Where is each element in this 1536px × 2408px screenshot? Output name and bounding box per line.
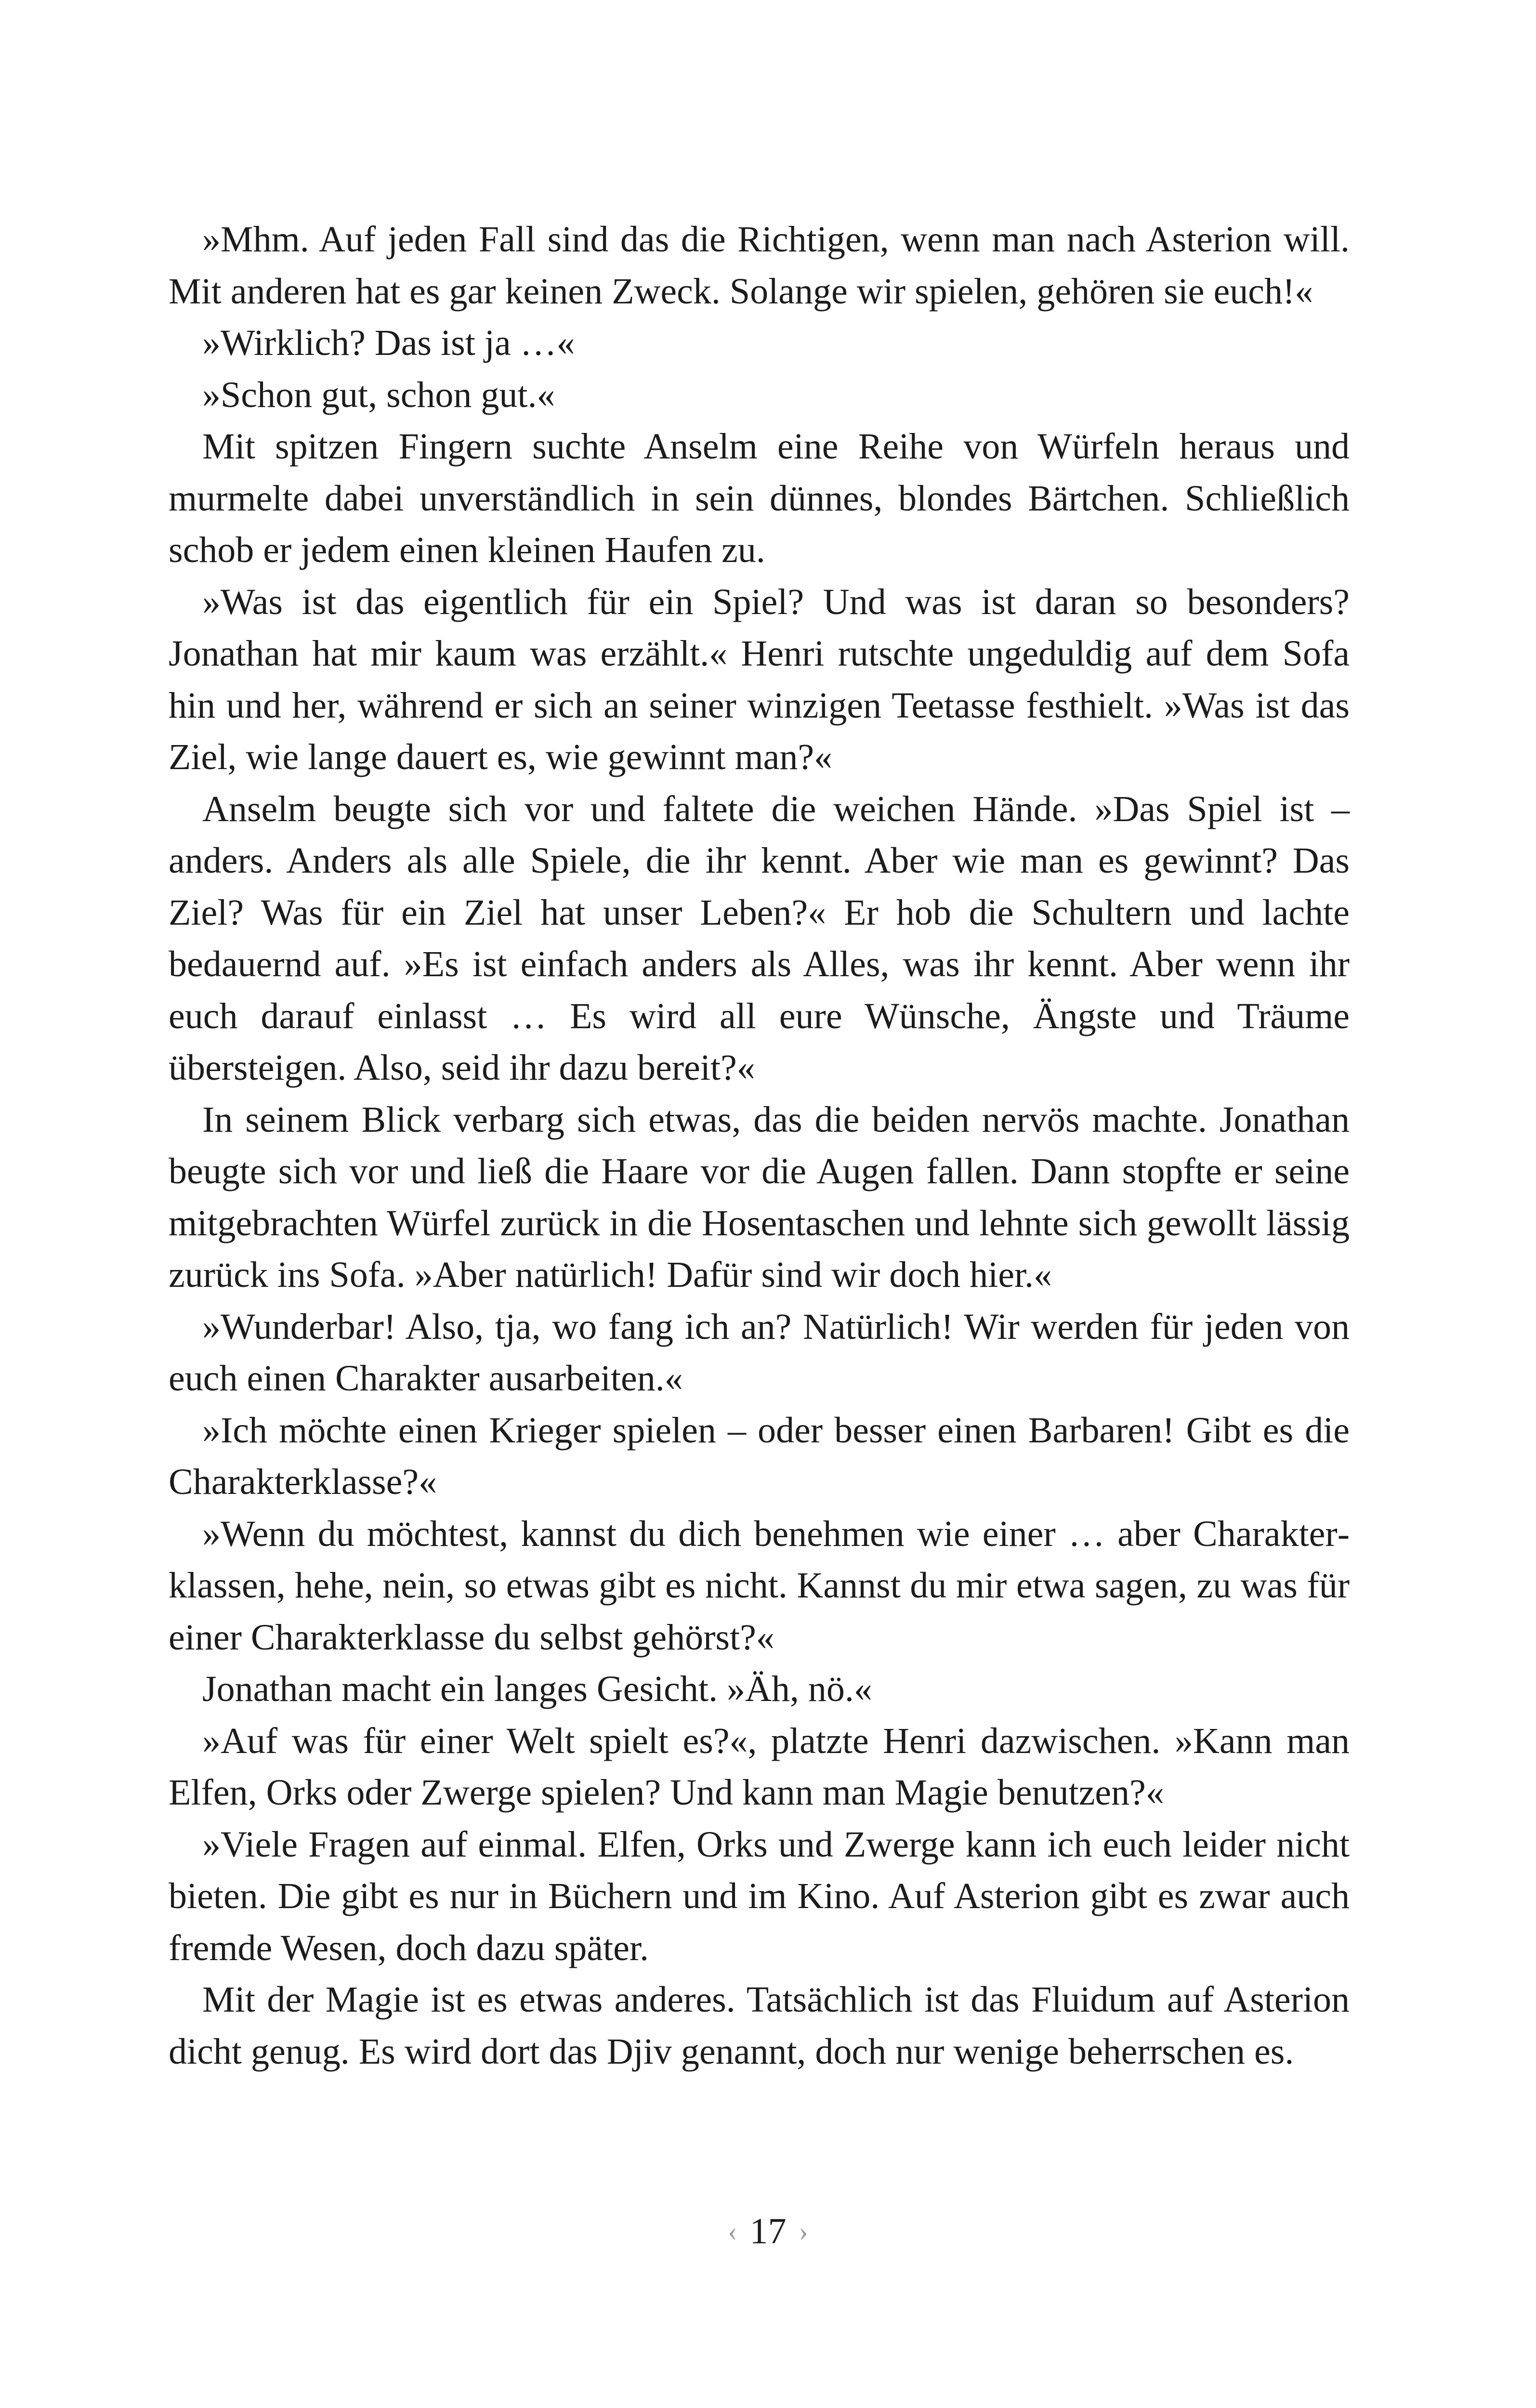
paragraph: »Auf was für einer Welt spielt es?«, platzte Henri dazwischen. »Kann man Elfen, Orks oder Zwerge spielen? Und kann man Magie benutzen?« (169, 1720, 1350, 1813)
page-body (169, 214, 1350, 2078)
page-number: 17 (749, 2211, 787, 2251)
folio-left-ornament: ‹ (728, 2215, 737, 2247)
paragraph: Mit spitzen Fingern suchte Anselm eine Reihe von Würfeln heraus und murmelte dabei unverständlich in sein dünnes, blondes Bärtchen. Schließlich schob er jedem einen kleinen Haufen zu. (169, 426, 1350, 570)
paragraph: »Was ist das eigentlich für ein Spiel? Und was ist daran so besonders? Jonathan hat mir kaum was erzählt.« Henri rutschte ungeduldig auf dem Sofa hin und her, während er sich an seiner winzigen Teetasse festhielt. »Was ist das Ziel, wie lange dauert es, wie gewinnt man?« (169, 581, 1350, 777)
paragraph: Jonathan macht ein langes Gesicht. »Äh, nö.« (202, 1669, 872, 1709)
paragraph: »Wunderbar! Also, tja, wo fang ich an? Natürlich! Wir werden für jeden von euch einen Charakter ausarbeiten.« (169, 1306, 1350, 1399)
paragraph: Mit der Magie ist es etwas anderes. Tatsächlich ist das Fluidum auf Asterion dicht genug. Es wird dort das Djiv genannt, doch nur wenige beherrschen es. (169, 1979, 1350, 2072)
paragraph: Anselm beugte sich vor und faltete die weichen Hände. »Das Spiel ist – anders. Anders als alle Spiele, die ihr kennt. Aber wie man es gewinnt? Das Ziel? Was für ein Ziel hat unser Leben?« Er hob die Schultern und lachte bedauernd auf. »Es ist einfach anders als Alles, was ihr kennt. Aber wenn ihr euch darauf einlasst … Es wird all eure Wünsche, Ängste und Träume übersteigen. Also, seid ihr dazu bereit?« (169, 788, 1350, 1088)
paragraph: »Schon gut, schon gut.« (202, 374, 555, 415)
folio-right-ornament: › (799, 2215, 808, 2247)
paragraph: »Ich möchte einen Krieger spielen – oder besser einen Barbaren! Gibt es die Charakterklasse?« (169, 1410, 1350, 1502)
paragraph: »Viele Fragen auf einmal. Elfen, Orks und Zwerge kann ich euch leider nicht bieten. Die gibt es nur in Büchern und im Kino. Auf Asterion gibt es zwar auch fremde Wesen, doch dazu später. (169, 1824, 1350, 1968)
paragraph: »Mhm. Auf jeden Fall sind das die Richtigen, wenn man nach Asterion will. Mit anderen hat es gar keinen Zweck. Solange wir spielen, gehören sie euch!« (169, 219, 1350, 312)
paragraph: »Wirklich? Das ist ja …« (202, 323, 575, 363)
page-footer (0, 2211, 1536, 2252)
paragraph: »Wenn du möchtest, kannst du dich benehmen wie einer … aber Charakterklassen, hehe, nein, so etwas gibt es nicht. Kannst du mir etwa sagen, zu was für einer Charakterklasse du selbst gehörst?« (169, 1513, 1350, 1658)
paragraph: In seinem Blick verbarg sich etwas, das die beiden nervös machte. Jonathan beugte sich vor und ließ die Haare vor die Augen fallen. Dann stopfte er seine mitgebrachten Würfel zurück in die Hosentaschen und lehnte sich gewollt lässig zurück ins Sofa. »Aber natürlich! Dafür sind wir doch hier.« (169, 1099, 1350, 1295)
